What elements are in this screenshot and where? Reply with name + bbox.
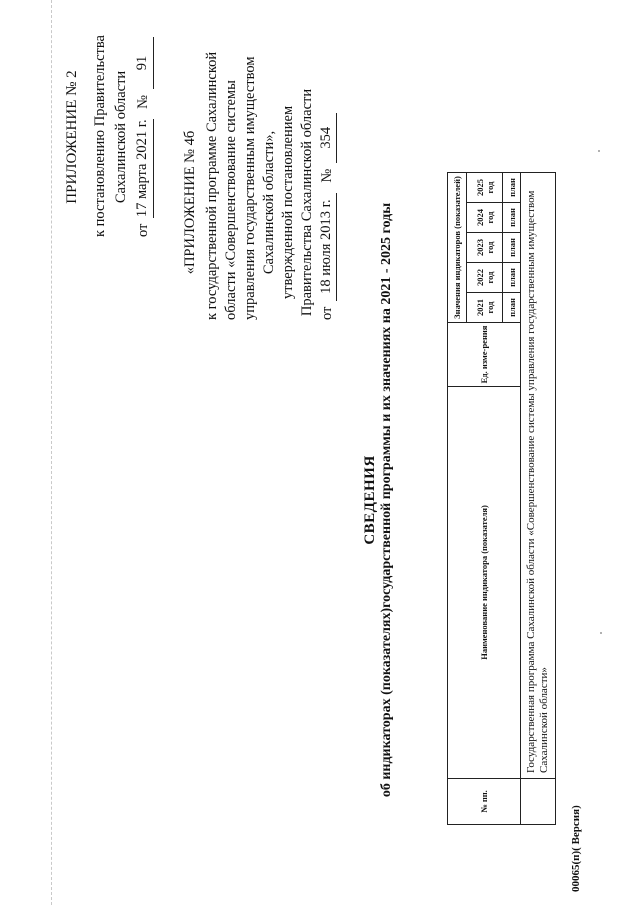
document-heading	[362, 175, 395, 825]
year-label: 2024	[474, 209, 485, 226]
year-sub-label: год	[484, 301, 495, 314]
program-date: 18 июля 2013 г.	[317, 193, 337, 301]
indicators-table	[447, 172, 556, 825]
appendix-2-date-row	[132, 37, 154, 237]
appendix-4b-line: Сахалинской области»,	[261, 130, 277, 275]
plan-label: план	[503, 173, 521, 203]
appendix-4b-line: Правительства Сахалинской области	[299, 88, 315, 317]
document-subtitle: об индикаторах (показателях)государственной программы и их значениях на 2021 - 2025 годы	[379, 202, 394, 798]
appendix-4b-block	[181, 51, 337, 320]
appendix-4b-title: «ПРИЛОЖЕНИЕ № 4б	[182, 130, 198, 275]
decree-number: 91	[132, 37, 154, 89]
appendix-4b-line: управления государственным имуществом	[242, 56, 258, 320]
year-label: 2021	[474, 299, 485, 316]
plan-label: план	[503, 203, 521, 233]
year-sub-label: год	[484, 271, 495, 284]
appendix-2-title: ПРИЛОЖЕНИЕ № 2	[64, 70, 80, 204]
appendix-4b-line: к государственной программе Сахалинской	[204, 51, 220, 320]
appendix-4b-date-row	[317, 85, 337, 320]
appendix-4b-line: утвержденной постановлением	[280, 105, 296, 300]
decree-date: 17 марта 2021 г.	[132, 119, 154, 218]
from-label: от	[319, 306, 335, 320]
column-header-number: № пп.	[448, 779, 521, 825]
from-label: от	[135, 223, 151, 237]
plan-label: план	[503, 263, 521, 293]
number-label: №	[135, 95, 151, 109]
plan-label: план	[503, 293, 521, 323]
column-header-name: Наименование индикатора (показателя)	[448, 387, 521, 779]
year-header	[467, 233, 503, 263]
document-title: СВЕДЕНИЯ	[362, 455, 378, 545]
year-sub-label: год	[484, 241, 495, 254]
program-row-number	[521, 779, 556, 825]
appendix-2-line1: к постановлению Правительства	[92, 35, 108, 237]
number-label: №	[319, 168, 335, 183]
plan-label: план	[503, 233, 521, 263]
year-label: 2022	[474, 269, 485, 286]
column-header-values: Значения индикаторов (показателей)	[448, 173, 467, 323]
appendix-2-block	[62, 37, 154, 237]
year-label: 2023	[474, 239, 485, 256]
year-label: 2025	[474, 179, 485, 196]
year-sub-label: год	[484, 181, 495, 194]
year-header	[467, 173, 503, 203]
appendix-4b-line: области «Совершенствование системы	[223, 80, 239, 320]
program-row-title: Государственная программа Сахалинской области «Совершенствование системы управления государственным имуществом Сахалинской области»	[521, 173, 556, 779]
year-sub-label: год	[484, 211, 495, 224]
column-header-unit: Ед. изме-рения	[448, 323, 521, 387]
program-number: 354	[317, 113, 337, 163]
appendix-2-line2: Сахалинской области	[113, 70, 129, 204]
year-header	[467, 293, 503, 323]
year-header	[467, 263, 503, 293]
year-header	[467, 203, 503, 233]
document-version-footer: 00065(п)( Версия)	[570, 805, 582, 892]
